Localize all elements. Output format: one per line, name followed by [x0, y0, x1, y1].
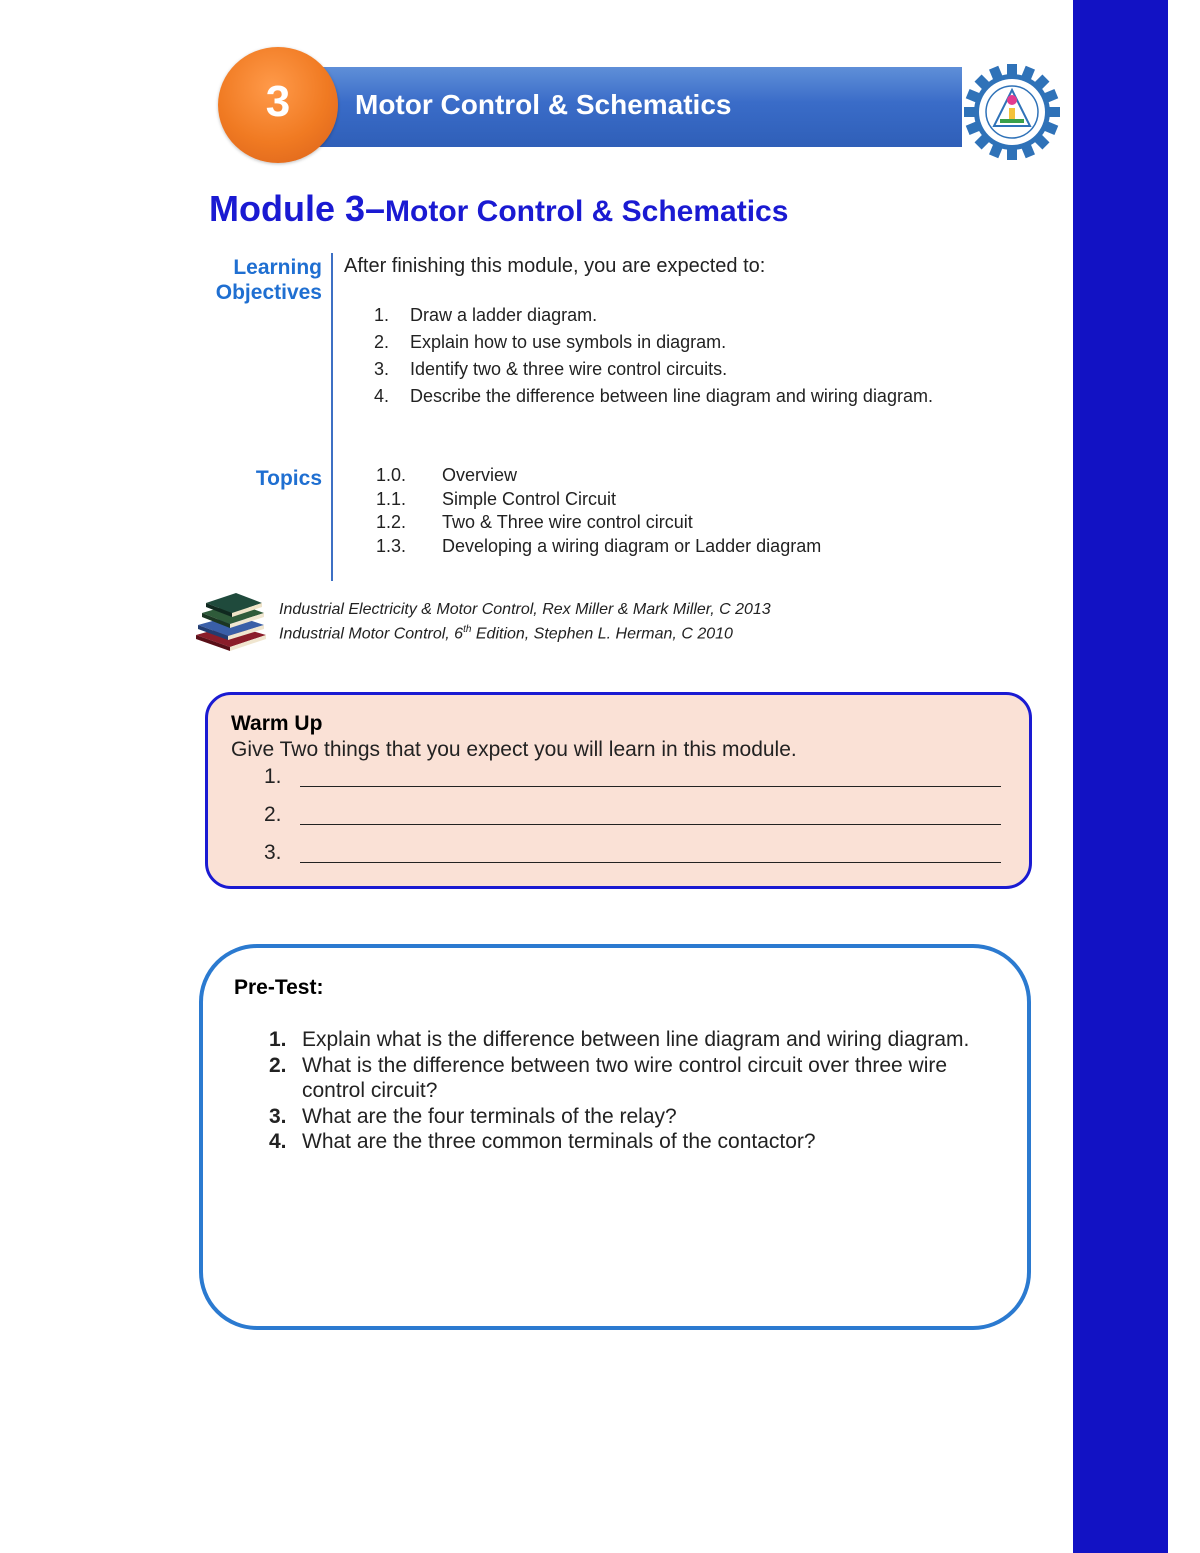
answer-number: 1. — [264, 765, 282, 788]
topic-item — [376, 464, 821, 488]
learning-objectives-label-line2: Objectives — [215, 281, 322, 304]
objective-number: 1. — [374, 305, 390, 325]
reference-1: Industrial Electricity & Motor Control, Rex Miller & Mark Miller, C 2013 — [279, 601, 771, 618]
question-text: What are the four terminals of the relay? — [302, 1104, 677, 1128]
objectives-list — [374, 302, 954, 410]
topic-text: Two & Three wire control circuit — [442, 512, 693, 532]
topics-label: Topics — [255, 467, 322, 490]
answer-number: 2. — [264, 803, 282, 826]
references — [279, 600, 771, 644]
objectives-intro: After finishing this module, you are expected to: — [344, 255, 766, 277]
question-number: 4. — [269, 1130, 287, 1153]
module-title — [209, 188, 788, 230]
answer-line — [300, 786, 1001, 787]
answer-line — [300, 824, 1001, 825]
topic-item — [376, 488, 821, 512]
topic-text: Developing a wiring diagram or Ladder diagram — [442, 535, 822, 556]
chapter-number: 3 — [265, 77, 291, 126]
books-icon — [192, 591, 270, 653]
topic-number: 1.3. — [376, 535, 407, 556]
warm-up-box — [205, 692, 1032, 889]
pre-test-box — [199, 944, 1031, 1330]
topic-text: Overview — [442, 465, 518, 485]
warm-up-title: Warm Up — [231, 712, 323, 735]
school-seal-icon — [964, 64, 1060, 160]
warm-up-answer-3[interactable] — [264, 841, 1001, 865]
warm-up-prompt: Give Two things that you expect you will learn in this module. — [231, 738, 797, 761]
question-item — [269, 1129, 999, 1155]
answer-line — [300, 862, 1001, 863]
module-title-sub: Motor Control & Schematics — [385, 195, 789, 228]
right-side-bar — [1073, 0, 1168, 1553]
pre-test-title: Pre-Test: — [234, 976, 324, 999]
objective-number: 4. — [374, 386, 390, 406]
objective-text: Identify two & three wire control circuits. — [410, 359, 728, 379]
chapter-banner — [310, 67, 962, 147]
reference-2 — [279, 620, 771, 644]
question-number: 3. — [269, 1104, 287, 1128]
question-text: Explain what is the difference between line diagram and wiring diagram. — [302, 1028, 970, 1051]
learning-objectives-label-line1: Learning — [233, 256, 322, 279]
question-number: 2. — [269, 1053, 287, 1077]
topic-number: 1.0. — [376, 465, 407, 485]
objective-text: Explain how to use symbols in diagram. — [410, 332, 727, 352]
reference-2-superscript: th — [463, 624, 472, 635]
banner-title: Motor Control & Schematics — [355, 89, 732, 120]
question-item — [269, 1053, 999, 1104]
question-text: What are the three common terminals of the contactor? — [302, 1130, 816, 1153]
pre-test-questions — [269, 1027, 999, 1155]
objective-item — [374, 356, 954, 383]
question-item — [269, 1104, 999, 1130]
objective-number: 2. — [374, 332, 390, 352]
objective-item — [374, 329, 954, 356]
learning-objectives-label — [216, 255, 322, 305]
reference-2-text: Industrial Motor Control, 6 — [279, 625, 464, 643]
topic-text: Simple Control Circuit — [442, 488, 617, 509]
topic-item — [376, 511, 821, 535]
objective-number: 3. — [374, 359, 390, 379]
section-divider-line — [331, 253, 333, 581]
reference-2-text-end: Edition, Stephen L. Herman, C 2010 — [471, 625, 733, 643]
chapter-number-badge — [218, 47, 338, 163]
answer-number: 3. — [264, 841, 282, 864]
topic-number: 1.1. — [376, 488, 407, 509]
module-title-main: Module 3– — [209, 188, 386, 229]
warm-up-answer-2[interactable] — [264, 803, 1001, 827]
objective-text: Draw a ladder diagram. — [410, 305, 598, 325]
warm-up-answer-1[interactable] — [264, 765, 1001, 789]
topic-item — [376, 535, 821, 559]
question-text: What is the difference between two wire control circuit over three wire control circuit? — [302, 1053, 948, 1102]
topics-list — [376, 464, 821, 558]
topic-number: 1.2. — [376, 512, 407, 532]
question-item — [269, 1027, 999, 1053]
objective-text: Describe the difference between line diagram and wiring diagram. — [410, 386, 933, 406]
objective-item — [374, 302, 954, 329]
question-number: 1. — [269, 1028, 287, 1051]
objective-item — [374, 383, 954, 410]
